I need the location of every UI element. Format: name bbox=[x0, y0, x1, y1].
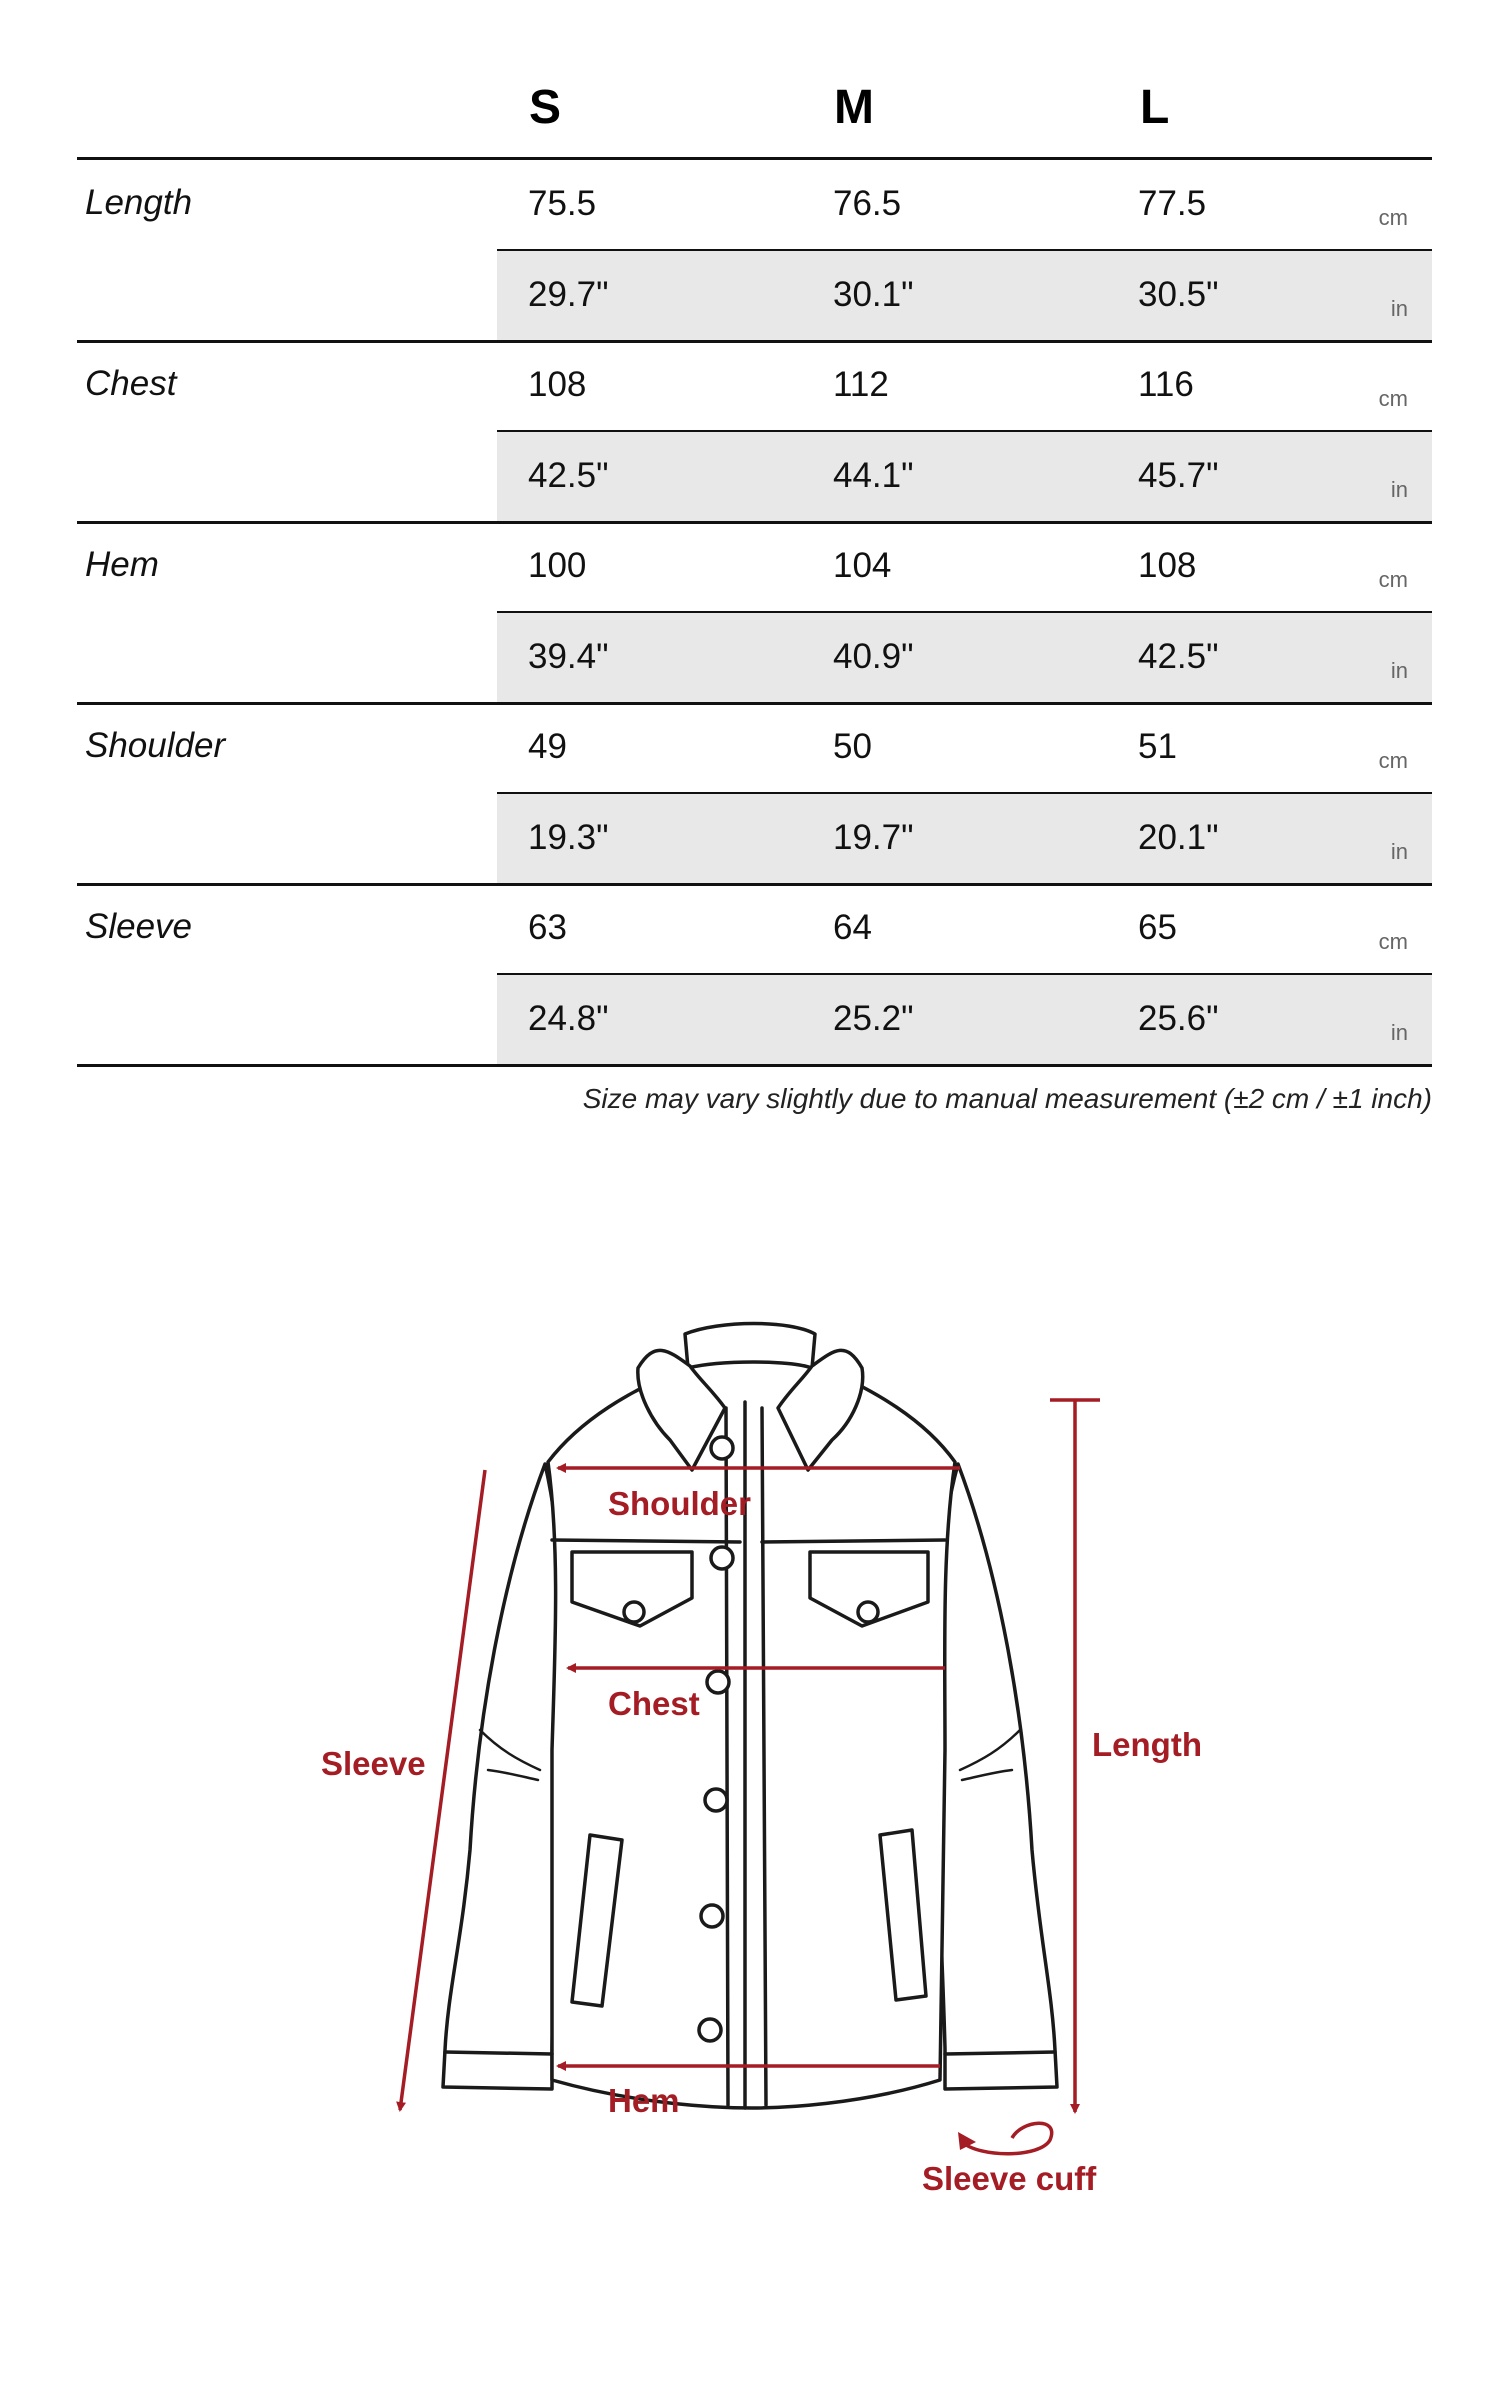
value-cell: 75.5 bbox=[528, 184, 597, 223]
inch-row bbox=[497, 613, 1432, 703]
value-cell: 49 bbox=[528, 727, 567, 766]
value-cell: 24.8" bbox=[528, 999, 609, 1038]
unit-cm: cm bbox=[1378, 386, 1408, 411]
sleeve-cuff-label: Sleeve cuff bbox=[922, 2160, 1097, 2197]
length-label: Length bbox=[1092, 1726, 1202, 1763]
sleeve-label: Sleeve bbox=[321, 1745, 426, 1782]
value-cell: 76.5 bbox=[833, 184, 902, 223]
measure-group-chest bbox=[77, 341, 1432, 522]
value-cell: 44.1" bbox=[833, 456, 914, 495]
group-divider bbox=[77, 1064, 1432, 1067]
measure-label: Hem bbox=[85, 545, 159, 584]
cm-row bbox=[497, 522, 1432, 612]
value-cell: 29.7" bbox=[528, 275, 609, 314]
value-cell: 112 bbox=[833, 365, 889, 404]
unit-cm: cm bbox=[1378, 567, 1408, 592]
cm-row bbox=[497, 341, 1432, 431]
measure-label: Length bbox=[85, 183, 193, 222]
value-cell: 63 bbox=[528, 908, 567, 947]
measure-group-hem bbox=[77, 522, 1432, 703]
value-cell: 19.3" bbox=[528, 818, 609, 857]
value-cell: 65 bbox=[1138, 908, 1177, 947]
measure-group-length bbox=[77, 160, 1432, 341]
inch-row bbox=[497, 794, 1432, 884]
measurement-note: Size may vary slightly due to manual measurement (±2 cm / ±1 inch) bbox=[582, 1083, 1432, 1114]
inch-row bbox=[497, 432, 1432, 522]
value-cell: 30.5" bbox=[1138, 275, 1219, 314]
inch-row bbox=[497, 251, 1432, 341]
value-cell: 77.5 bbox=[1138, 184, 1207, 223]
value-cell: 42.5" bbox=[528, 456, 609, 495]
unit-in: in bbox=[1390, 839, 1408, 864]
size-header-s: S bbox=[529, 81, 562, 134]
unit-in: in bbox=[1390, 296, 1408, 321]
value-cell: 42.5" bbox=[1138, 637, 1219, 676]
hem-label: Hem bbox=[608, 2082, 680, 2119]
jacket-diagram bbox=[0, 1290, 1500, 2260]
measure-group-sleeve bbox=[77, 884, 1432, 1065]
measure-label: Chest bbox=[85, 364, 177, 403]
value-cell: 108 bbox=[528, 365, 587, 404]
value-cell: 25.6" bbox=[1138, 999, 1219, 1038]
value-cell: 45.7" bbox=[1138, 456, 1219, 495]
value-cell: 104 bbox=[833, 546, 892, 585]
measure-label: Shoulder bbox=[85, 726, 226, 765]
value-cell: 50 bbox=[833, 727, 872, 766]
value-cell: 39.4" bbox=[528, 637, 609, 676]
value-cell: 100 bbox=[528, 546, 587, 585]
value-cell: 116 bbox=[1138, 365, 1194, 404]
value-cell: 25.2" bbox=[833, 999, 914, 1038]
value-cell: 64 bbox=[833, 908, 872, 947]
cm-row bbox=[497, 884, 1432, 974]
cm-row bbox=[497, 703, 1432, 793]
chest-label: Chest bbox=[608, 1685, 700, 1722]
measure-label: Sleeve bbox=[85, 907, 193, 946]
value-cell: 19.7" bbox=[833, 818, 914, 857]
value-cell: 108 bbox=[1138, 546, 1197, 585]
cm-row bbox=[497, 160, 1432, 250]
shoulder-label: Shoulder bbox=[608, 1485, 752, 1522]
unit-cm: cm bbox=[1378, 205, 1408, 230]
unit-cm: cm bbox=[1378, 929, 1408, 954]
unit-cm: cm bbox=[1378, 748, 1408, 773]
measure-group-shoulder bbox=[77, 703, 1432, 884]
size-header-m: M bbox=[834, 81, 874, 134]
value-cell: 20.1" bbox=[1138, 818, 1219, 857]
unit-in: in bbox=[1390, 477, 1408, 502]
value-cell: 30.1" bbox=[833, 275, 914, 314]
value-cell: 40.9" bbox=[833, 637, 914, 676]
value-cell: 51 bbox=[1138, 727, 1177, 766]
unit-in: in bbox=[1390, 658, 1408, 683]
size-header-l: L bbox=[1140, 81, 1170, 134]
inch-row bbox=[497, 975, 1432, 1065]
jacket-illustration bbox=[0, 1290, 1500, 2260]
unit-in: in bbox=[1390, 1020, 1408, 1045]
